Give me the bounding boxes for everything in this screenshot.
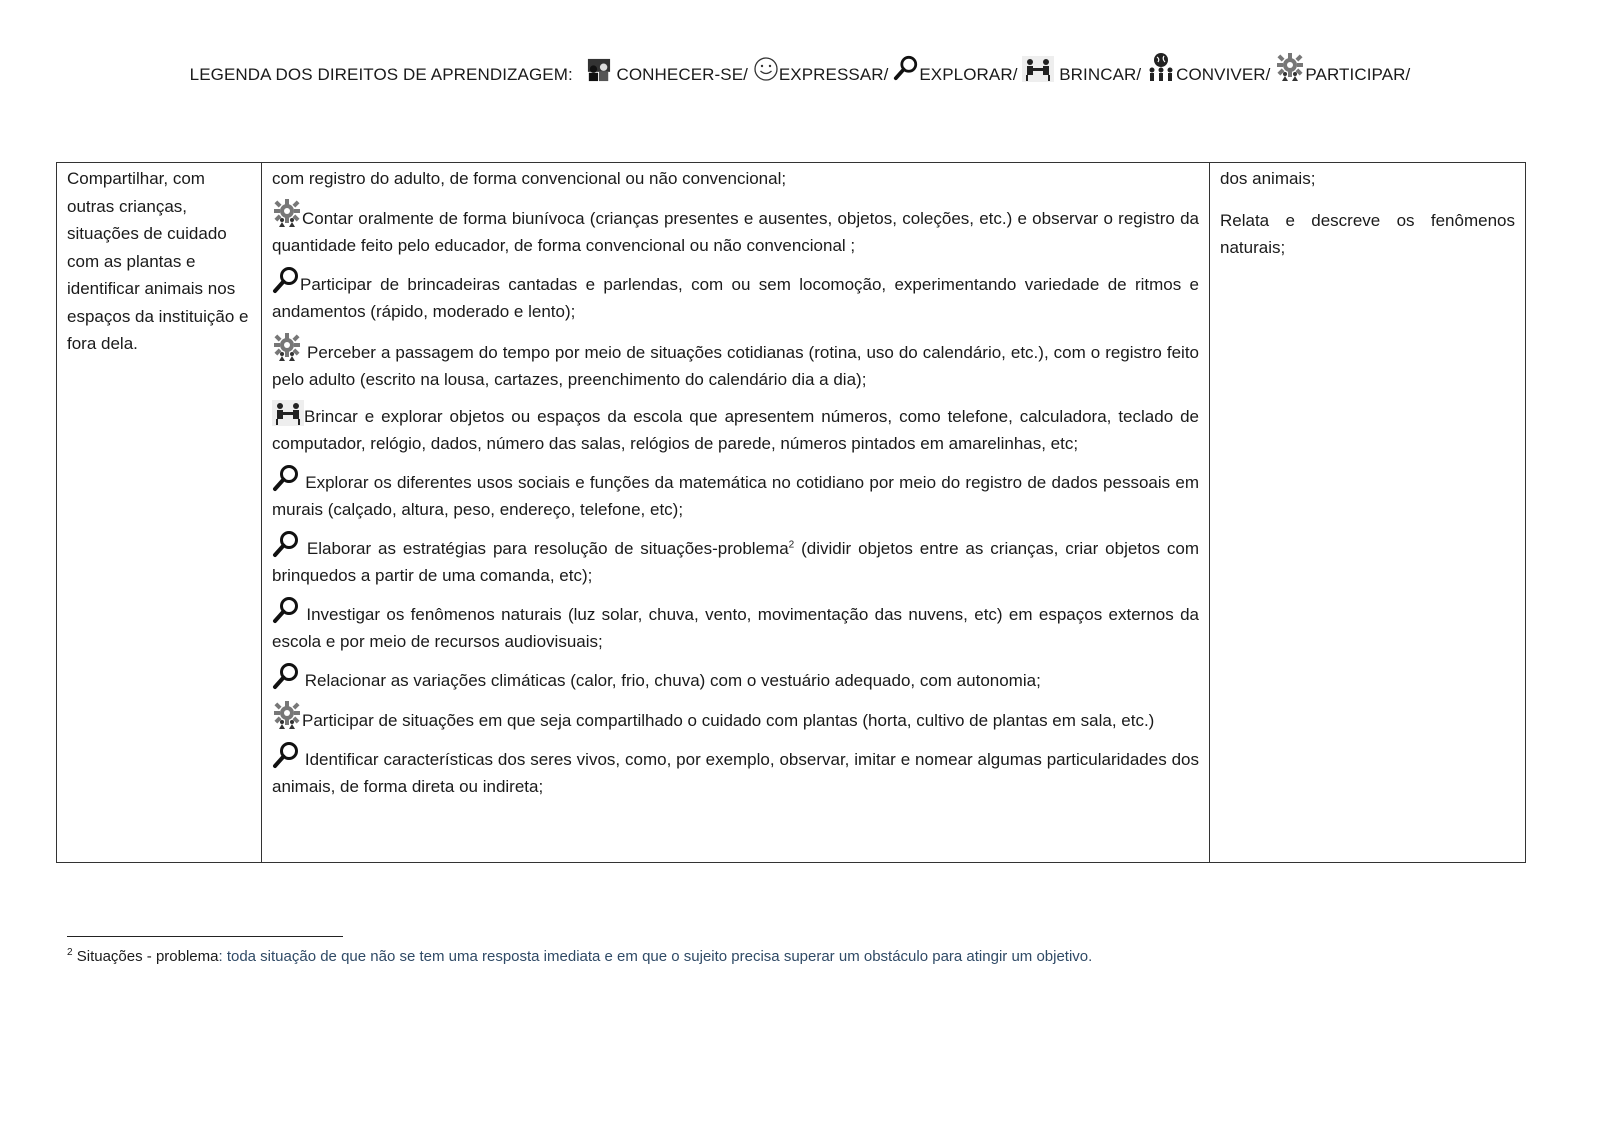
legend-text-expressar: EXPRESSAR/ <box>778 65 889 84</box>
learning-objectives-table <box>56 162 1526 863</box>
magnifier-icon <box>272 464 300 492</box>
footnote-term: Situações - problema <box>76 948 219 965</box>
objective-text: Identificar características dos seres vivos, como, por exemplo, observar, imitar e nomear algumas particularidades dos animais, de forma direta ou indireta; <box>272 749 1199 796</box>
legend-text-explorar: EXPLORAR/ <box>919 65 1018 84</box>
objective-text-cont: (dividir objetos entre as crianças, criar objetos com brinquedos a partir de uma comanda, etc); <box>272 538 1199 585</box>
footnote-separator <box>67 936 343 937</box>
legend-item-expressar <box>753 56 889 85</box>
footnote-text: : toda situação de que não se tem uma resposta imediata e em que o sujeito precisa superar um obstáculo para atingir um objetivo. <box>218 948 1093 965</box>
smiley-icon <box>753 56 779 82</box>
legend-item-conhecer-se <box>586 58 748 85</box>
legend-item-brincar <box>1022 56 1141 85</box>
legend-text-conhecer-se: CONHECER-SE/ <box>616 65 749 84</box>
magnifier-icon <box>272 266 300 294</box>
gear-people-icon <box>272 700 302 730</box>
objective-text: Relacionar as variações climáticas (calor, frio, chuva) com o vestuário adequado, com autonomia; <box>300 670 1041 690</box>
legend-bar <box>0 52 1600 85</box>
magnifier-icon <box>272 741 300 769</box>
objective-item <box>272 332 1199 394</box>
magnifier-icon <box>272 662 300 690</box>
objective-item <box>272 198 1199 260</box>
footnote <box>67 948 1092 965</box>
evaluation-cell <box>1210 163 1526 863</box>
objective-text: Participar de situações em que seja compartilhado o cuidado com plantas (horta, cultivo de plantas em sala, etc.) <box>302 711 1155 730</box>
footnote-ref: 2 <box>788 538 795 550</box>
legend-item-participar <box>1275 52 1410 85</box>
objective-item <box>272 700 1199 735</box>
magnifier-icon <box>893 54 919 82</box>
gear-people-icon <box>272 198 302 228</box>
objective-text: Brincar e explorar objetos ou espaços da escola que apresentem números, como telefone, calculadora, teclado de computador, relógio, dados, número das salas, relógios de parede, números pintados em amarelinhas, etc; <box>272 406 1199 453</box>
legend-label: LEGENDA DOS DIREITOS DE APRENDIZAGEM: <box>189 65 573 84</box>
objective-text: Explorar os diferentes usos sociais e funções da matemática no cotidiano por meio do registro de dados pessoais em murais (calçado, altura, peso, endereço, telefone, etc); <box>272 472 1199 519</box>
legend-text-conviver: CONVIVER/ <box>1176 65 1271 84</box>
experience-field-cell <box>57 163 262 863</box>
play-icon <box>1022 56 1054 82</box>
conhecer-se-icon <box>586 58 612 82</box>
footnote-number: 2 <box>67 947 73 958</box>
objective-text: Participar de brincadeiras cantadas e parlendas, com ou sem locomoção, experimentando variedade de ritmos e andamentos (rápido, moderado e lento); <box>272 274 1199 321</box>
objective-text: Contar oralmente de forma biunívoca (crianças presentes e ausentes, objetos, coleções, etc.) e observar o registro da quantidade feito pelo educador, de forma convencional ou não convencional ; <box>272 208 1199 255</box>
evaluation-text-1: dos animais; <box>1220 169 1316 188</box>
gear-people-icon <box>272 332 302 362</box>
magnifier-icon <box>272 596 300 624</box>
objective-item <box>272 530 1199 590</box>
evaluation-text-2: Relata e descreve os fenômenos naturais; <box>1220 210 1515 257</box>
objective-text: Perceber a passagem do tempo por meio de situações cotidianas (rotina, uso do calendário, etc.), com o registro feito pelo adulto (escrito na lousa, cartazes, preenchimento do calendário dia a dia); <box>272 342 1199 389</box>
table-row <box>57 163 1526 863</box>
legend-item-explorar <box>893 54 1017 85</box>
objectives-cell <box>262 163 1210 863</box>
objective-item <box>272 662 1199 695</box>
objective-item <box>272 464 1199 524</box>
objective-text: com registro do adulto, de forma convencional ou não convencional; <box>272 169 787 188</box>
legend-text-brincar: BRINCAR/ <box>1059 65 1142 84</box>
objective-item <box>272 400 1199 458</box>
legend-item-conviver <box>1146 52 1270 85</box>
objective-item <box>272 596 1199 656</box>
experience-field-text: Compartilhar, com outras crianças, situações de cuidado com as plantas e identificar animais nos espaços da instituição e fora dela. <box>67 169 249 353</box>
objective-item <box>272 165 1199 193</box>
objective-text: Investigar os fenômenos naturais (luz solar, chuva, vento, movimentação das nuvens, etc) em espaços externos da escola e por meio de recursos audiovisuais; <box>272 604 1199 651</box>
objective-item <box>272 741 1199 801</box>
gear-people-icon <box>1275 52 1305 82</box>
legend-text-participar: PARTICIPAR/ <box>1305 65 1411 84</box>
magnifier-icon <box>272 530 300 558</box>
objective-text: Elaborar as estratégias para resolução de situações-problema <box>300 538 789 558</box>
play-icon <box>272 400 304 426</box>
objective-item <box>272 266 1199 326</box>
globe-people-icon <box>1146 52 1176 82</box>
